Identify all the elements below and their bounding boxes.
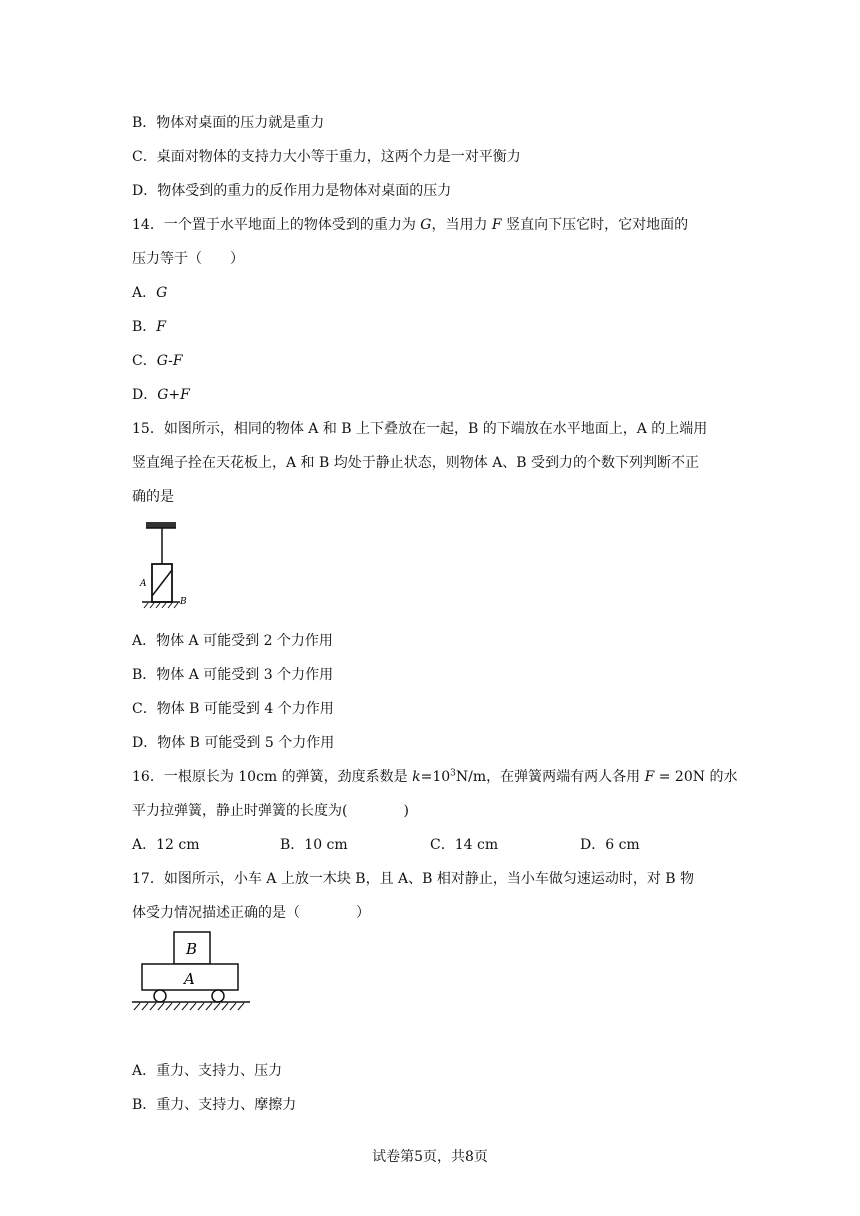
q17-stem-line2: 体受力情况描述正确的是（ ） xyxy=(132,905,370,921)
q17-figure-label-a: A xyxy=(184,970,195,988)
q16-stem-line2: 平力拉弹簧，静止时弹簧的长度为( ) xyxy=(132,803,409,819)
q16-option-d: D．6 cm xyxy=(580,837,640,853)
page-footer: 试卷第5页，共8页 xyxy=(372,1149,488,1165)
q15-option-c: C．物体 B 可能受到 4 个力作用 xyxy=(132,701,334,717)
q15-figure-hanging-blocks xyxy=(136,520,196,616)
q17-stem-line1: 17．如图所示，小车 A 上放一木块 B，且 A、B 相对静止，当小车做匀速运动时，对 B 物 xyxy=(132,871,695,887)
q14-option-b: B．F xyxy=(132,319,167,335)
q16-option-a: A．12 cm xyxy=(132,837,200,853)
q15-stem-line2: 竖直绳子拴在天花板上，A 和 B 均处于静止状态，则物体 A、B 受到力的个数下列判断不正 xyxy=(132,455,700,471)
q17-figure-label-b: B xyxy=(186,940,198,958)
q13-option-c: C．桌面对物体的支持力大小等于重力，这两个力是一对平衡力 xyxy=(132,149,521,165)
q17-option-b: B．重力、支持力、摩擦力 xyxy=(132,1097,297,1113)
q17-figure-cart-block xyxy=(130,928,252,1020)
q13-option-b: B．物体对桌面的压力就是重力 xyxy=(132,115,325,131)
q13-option-d: D．物体受到的重力的反作用力是物体对桌面的压力 xyxy=(132,183,452,199)
q15-option-d: D．物体 B 可能受到 5 个力作用 xyxy=(132,735,335,751)
q17-option-a: A．重力、支持力、压力 xyxy=(132,1063,283,1079)
q15-option-a: A．物体 A 可能受到 2 个力作用 xyxy=(132,633,333,649)
q14-option-d: D．G+F xyxy=(132,387,190,403)
q14-option-a: A．G xyxy=(132,285,168,301)
q16-option-b: B．10 cm xyxy=(280,837,348,853)
q15-stem-line1: 15．如图所示，相同的物体 A 和 B 上下叠放在一起，B 的下端放在水平地面上，A 的上端用 xyxy=(132,421,708,437)
q16-stem-line1: 16．一根原长为 10cm 的弹簧，劲度系数是 $k=10^3N/m$，在弹簧两端有两人各用 F = 20N 的水 xyxy=(132,768,738,785)
q15-stem-line3: 确的是 xyxy=(132,489,174,505)
q15-figure-label-a: A xyxy=(140,579,147,589)
q15-option-b: B．物体 A 可能受到 3 个力作用 xyxy=(132,667,334,683)
q16-option-c: C．14 cm xyxy=(430,837,499,853)
q14-stem-line2: 压力等于（ ） xyxy=(132,251,244,267)
q14-stem-line1: 14．一个置于水平地面上的物体受到的重力为 G，当用力 F 竖直向下压它时，它对地面的 xyxy=(132,217,689,233)
q14-option-c: C．G-F xyxy=(132,353,183,369)
q15-figure-label-b: B xyxy=(180,597,187,607)
